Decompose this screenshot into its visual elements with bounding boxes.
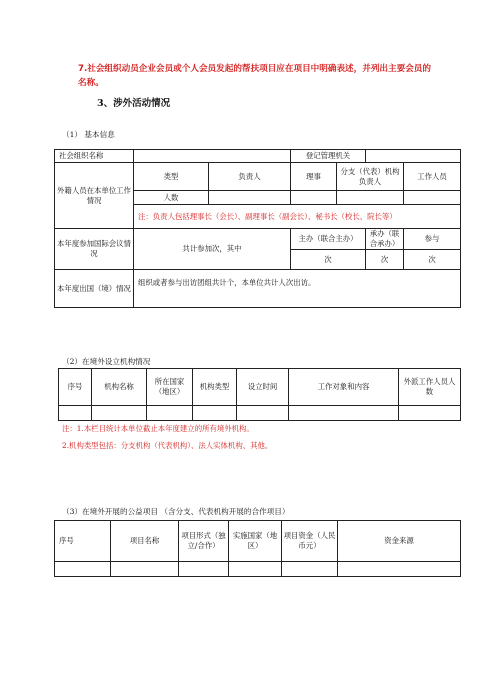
overseas-projects-title: （3）在境外开展的公益项目 （含分支、代表机构开展的合作项目） [62, 507, 290, 516]
col-branch-head: 分支（代表）机构负责人 [337, 163, 404, 191]
attend-times[interactable]: 次 [404, 250, 461, 270]
overseas-orgs-table [58, 368, 461, 421]
foreign-staff-label: 外籍人员在本单位工作情况 [55, 163, 134, 229]
basic-info-table [54, 149, 461, 308]
abroad-label: 本年度出国（境）情况 [55, 270, 134, 308]
col-org-type: 机构类型 [193, 369, 237, 406]
table-row [55, 562, 461, 577]
coorg-times[interactable]: 次 [366, 250, 404, 270]
count-leader[interactable] [209, 191, 291, 205]
col-project-funds: 项目资金（人民币元） [282, 521, 338, 562]
attend-label: 参与 [404, 229, 461, 250]
col-index: 序号 [59, 369, 92, 406]
section-title: 3、涉外活动情况 [97, 98, 171, 109]
intl-conf-label: 本年度参加国际会议情况 [55, 229, 134, 270]
col-director: 理事 [291, 163, 337, 191]
count-staff[interactable] [404, 191, 461, 205]
col-leader: 负责人 [209, 163, 291, 191]
col-index: 序号 [55, 521, 111, 562]
count-label: 人数 [134, 191, 209, 205]
overseas-projects-table [54, 520, 461, 577]
reg-authority-label: 登记管理机关 [291, 150, 366, 163]
coorg-label: 承办（联合承办） [366, 229, 404, 250]
host-times[interactable]: 次 [291, 250, 366, 270]
col-impl-country: 实施国家（地区） [229, 521, 282, 562]
table-row [59, 406, 461, 421]
count-branch-head[interactable] [337, 191, 404, 205]
col-work-content: 工作对象和内容 [289, 369, 399, 406]
overseas-orgs-note-1: 注：1.本栏目统计本单位截止本年度建立的所有境外机构。 [62, 424, 254, 433]
overseas-orgs-note-2: 2.机构类型包括：分支机构（代表机构）、法人实体机构、其他。 [62, 441, 273, 450]
col-fund-source: 资金来源 [338, 521, 461, 562]
abroad-text: 组织或者参与出访团组共计个，本单位共计人次出访。 [134, 270, 461, 308]
org-name-value[interactable] [134, 150, 291, 163]
host-label: 主办（联合主办） [291, 229, 366, 250]
leader-note: 注：负责人包括理事长（会长）、副理事长（副会长）、秘书长（校长、院长等） [134, 205, 461, 229]
col-staff-count: 外派工作人员人数 [399, 369, 461, 406]
col-type: 类型 [134, 163, 209, 191]
count-director[interactable] [291, 191, 337, 205]
basic-info-title: （1） 基本信息 [62, 130, 115, 139]
col-org-name: 机构名称 [92, 369, 147, 406]
col-established: 设立时间 [237, 369, 289, 406]
heading-note: 7.社会组织动员企业会员或个人会员发起的帮扶项目应在项目中明确表述，并列出主要会员的名称。 [78, 64, 431, 88]
org-name-label: 社会组织名称 [55, 150, 134, 163]
intl-conf-total: 共计参加次，其中 [134, 229, 291, 270]
col-project-name: 项目名称 [111, 521, 179, 562]
col-country: 所在国家（地区） [147, 369, 193, 406]
col-staff: 工作人员 [404, 163, 461, 191]
overseas-orgs-title: （2）在境外设立机构情况 [62, 357, 151, 366]
reg-authority-value[interactable] [366, 150, 461, 163]
col-project-form: 项目形式（独立/合作） [179, 521, 229, 562]
